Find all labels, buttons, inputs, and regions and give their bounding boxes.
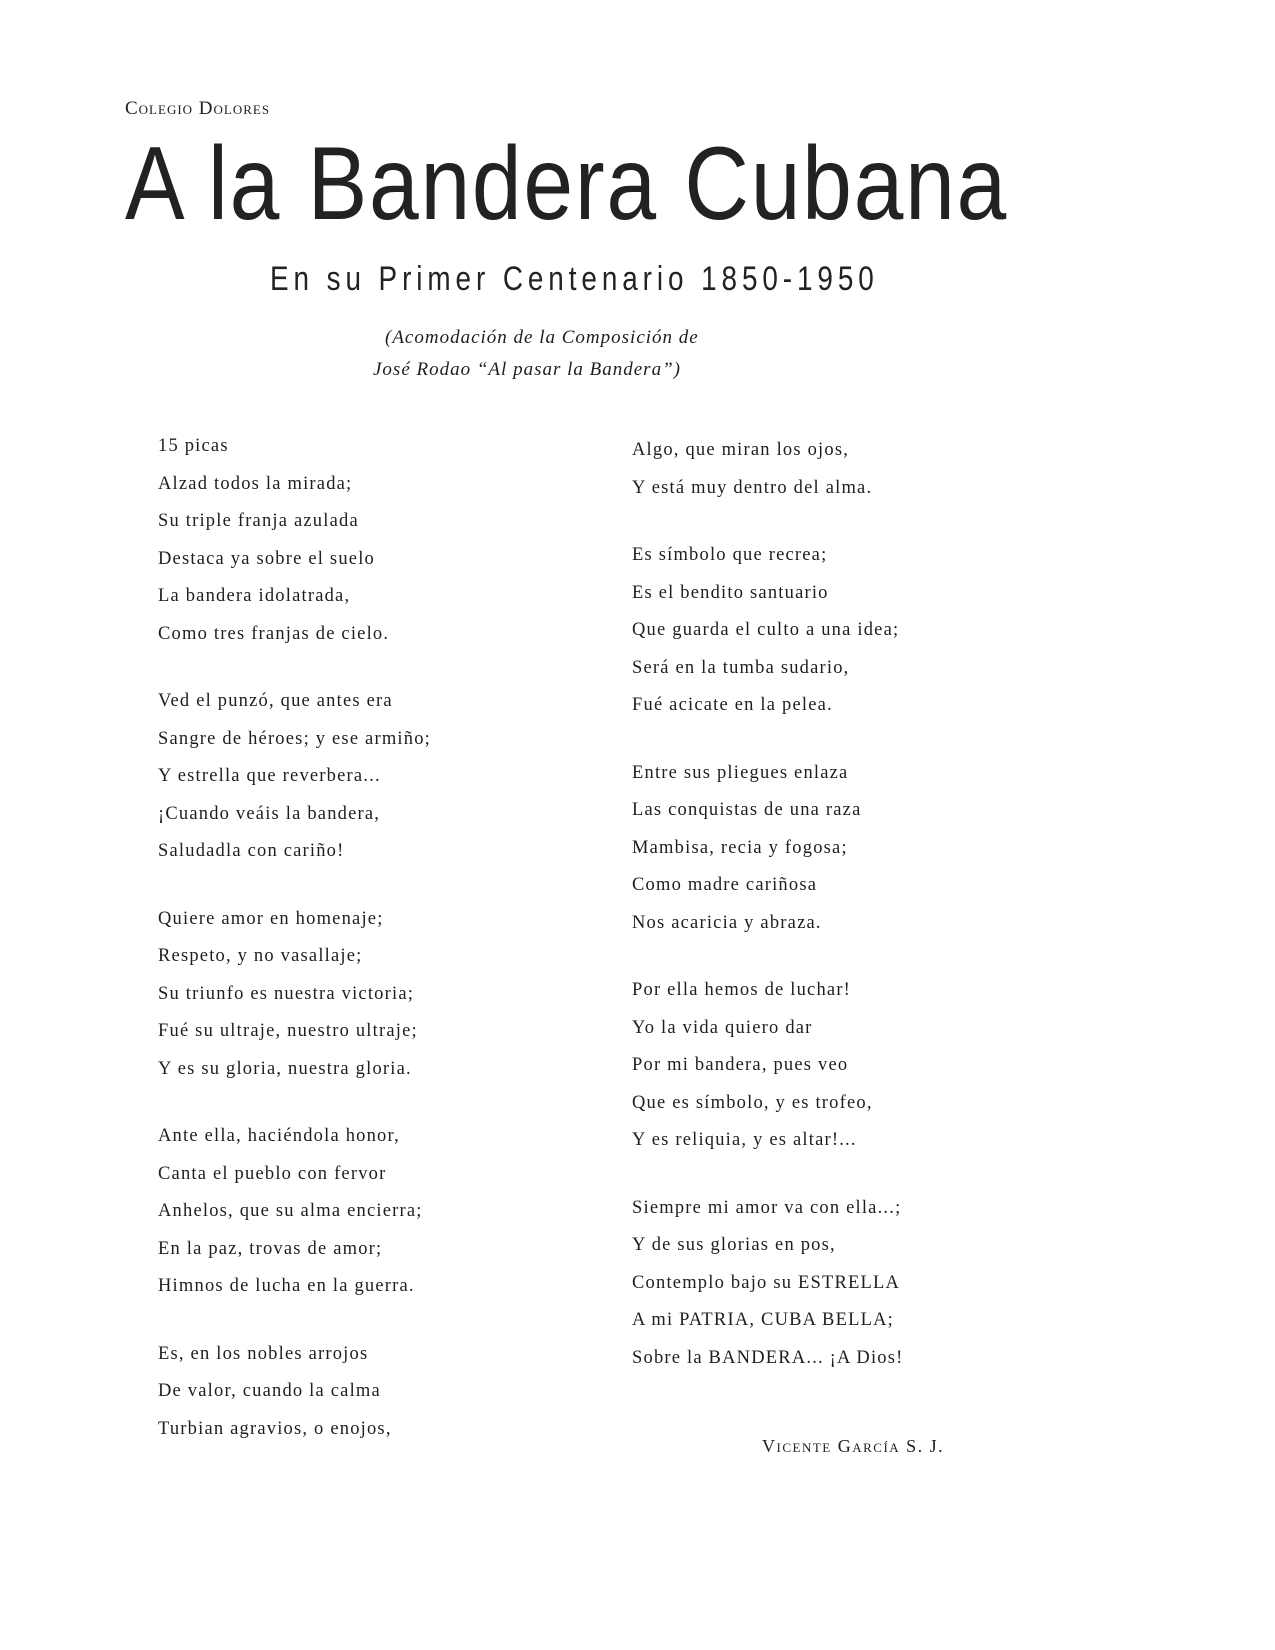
composition-note-line: José Rodao “Al pasar la Bandera”) <box>373 359 681 380</box>
stanza <box>632 537 904 725</box>
stanza <box>632 972 904 1160</box>
poem-line: Siempre mi amor va con ella...; <box>632 1197 902 1218</box>
stanza <box>158 428 431 653</box>
poem-line: Y estrella que reverbera... <box>158 766 381 786</box>
stanza <box>632 432 904 507</box>
poem-line: 15 picas <box>158 436 229 456</box>
poem-line: Y de sus glorias en pos, <box>632 1235 836 1255</box>
school-name: Colegio Dolores <box>125 98 271 119</box>
poem-line: Las conquistas de una raza <box>632 800 862 820</box>
poem-line: Y es su gloria, nuestra gloria. <box>158 1058 412 1079</box>
stanza-gap <box>632 507 904 537</box>
composition-note-line: (Acomodación de la Composición de <box>385 327 699 348</box>
poem-line: Saludadla con cariño! <box>158 841 345 861</box>
stanza <box>632 755 904 943</box>
stanza <box>632 1190 904 1378</box>
stanza <box>158 683 431 871</box>
page-title: A la Bandera Cubana <box>125 126 1009 242</box>
poem-line: Por ella hemos de luchar! <box>632 980 852 1000</box>
poem-line: Anhelos, que su alma encierra; <box>158 1201 423 1221</box>
poem-line: Fué su ultraje, nuestro ultraje; <box>158 1021 418 1041</box>
stanza-gap <box>632 725 904 755</box>
poem-line: Canta el pueblo con fervor <box>158 1163 387 1184</box>
poem-line: Destaca ya sobre el suelo <box>158 548 375 569</box>
poem-right-column <box>632 432 904 1377</box>
poem-line: Es, en los nobles arrojos <box>158 1343 369 1364</box>
poem-line: Es el bendito santuario <box>632 582 829 603</box>
poem-line: Turbian agravios, o enojos, <box>158 1418 392 1439</box>
poem-left-column <box>158 428 431 1448</box>
poem-line: Mambisa, recia y fogosa; <box>632 837 848 858</box>
poem-line: Que guarda el culto a una idea; <box>632 620 900 640</box>
poem-line: Como tres franjas de cielo. <box>158 623 390 644</box>
poem-line: ¡Cuando veáis la bandera, <box>158 803 381 824</box>
poem-line: Nos acaricia y abraza. <box>632 912 822 933</box>
poem-line: Respeto, y no vasallaje; <box>158 946 363 966</box>
poem-line: Entre sus pliegues enlaza <box>632 762 849 783</box>
poem-line: Por mi bandera, pues veo <box>632 1055 849 1075</box>
poem-line: En la paz, trovas de amor; <box>158 1238 383 1259</box>
stanza <box>158 901 431 1089</box>
poem-line: Su triunfo es nuestra victoria; <box>158 983 415 1004</box>
stanza-gap <box>632 1160 904 1190</box>
poem-line: Sobre la BANDERA... ¡A Dios! <box>632 1347 904 1368</box>
poem-line: Y está muy dentro del alma. <box>632 477 873 498</box>
poem-line: Como madre cariñosa <box>632 875 818 895</box>
poem-line: De valor, cuando la calma <box>158 1381 381 1401</box>
poem-line: Será en la tumba sudario, <box>632 657 850 678</box>
stanza-gap <box>158 871 431 901</box>
stanza <box>158 1118 431 1306</box>
poem-line: Su triple franja azulada <box>158 511 359 531</box>
composition-note <box>373 322 699 386</box>
stanza <box>158 1336 431 1449</box>
poem-line: Algo, que miran los ojos, <box>632 440 850 460</box>
poem-line: Es símbolo que recrea; <box>632 545 828 565</box>
poem-line: Quiere amor en homenaje; <box>158 908 384 929</box>
poem-line: La bandera idolatrada, <box>158 586 351 606</box>
poem-line: Ante ella, haciéndola honor, <box>158 1126 400 1146</box>
poem-line: Y es reliquia, y es altar!... <box>632 1130 857 1150</box>
poem-line: Fué acicate en la pelea. <box>632 695 833 715</box>
poem-line: Alzad todos la mirada; <box>158 473 353 494</box>
author-signature: Vicente García S. J. <box>762 1436 945 1456</box>
poem-line: Que es símbolo, y es trofeo, <box>632 1092 873 1113</box>
stanza-gap <box>632 942 904 972</box>
poem-line: A mi PATRIA, CUBA BELLA; <box>632 1310 894 1330</box>
poem-line: Yo la vida quiero dar <box>632 1017 813 1038</box>
poem-line: Ved el punzó, que antes era <box>158 691 393 711</box>
page-subtitle: En su Primer Centenario 1850-1950 <box>270 260 879 298</box>
stanza-gap <box>158 1306 431 1336</box>
stanza-gap <box>158 1088 431 1118</box>
poem-line: Sangre de héroes; y ese armiño; <box>158 728 431 749</box>
poem-line: Himnos de lucha en la guerra. <box>158 1276 415 1296</box>
stanza-gap <box>158 653 431 683</box>
poem-line: Contemplo bajo su ESTRELLA <box>632 1272 901 1293</box>
